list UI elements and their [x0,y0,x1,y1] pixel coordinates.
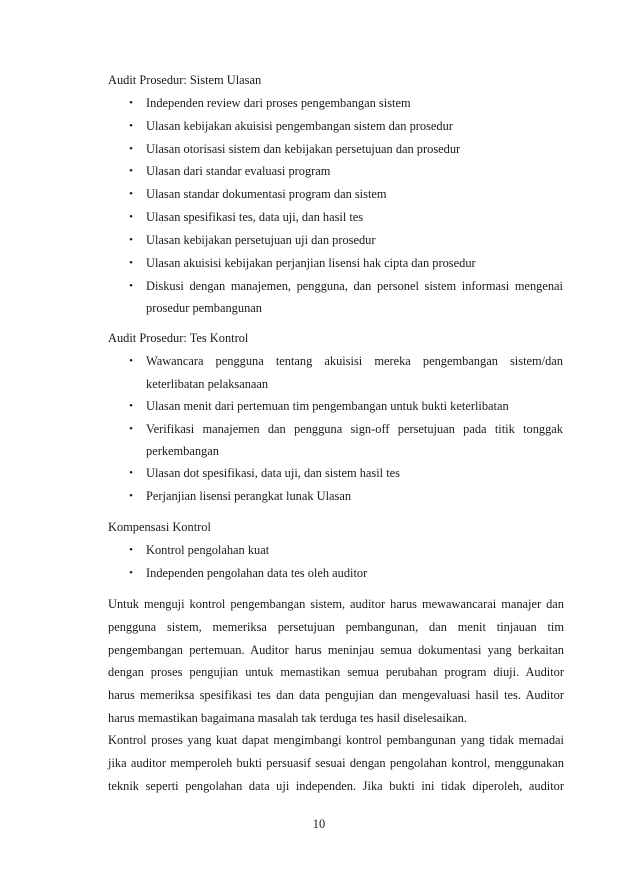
list-item-continuation: prosedur pembangunan [146,301,262,315]
list-item: Ulasan otorisasi sistem dan kebijakan persetujuan dan prosedur [146,142,461,156]
section-heading: Audit Prosedur: Tes Kontrol [108,331,249,345]
list-item-continuation: perkembangan [146,444,219,458]
bullet-icon: • [129,490,133,502]
list-item: Ulasan kebijakan akuisisi pengembangan sistem dan prosedur [146,119,453,133]
paragraph-line: harus memeriksa spesifikasi tes dan data pengujian dan mengevaluasi hasil tes. Auditor [108,688,564,702]
list-item: Ulasan dot spesifikasi, data uji, dan sistem hasil tes [146,466,400,480]
bullet-icon: • [129,97,133,109]
list-item: Kontrol pengolahan kuat [146,543,270,557]
bullet-icon: • [129,400,133,412]
section-heading: Audit Prosedur: Sistem Ulasan [108,73,262,87]
paragraph-line: jika auditor memperoleh bukti persuasif sesuai dengan pengolahan kontrol, menggunakan [108,756,564,770]
bullet-icon: • [129,165,133,177]
bullet-icon: • [129,257,133,269]
paragraph-line: harus memastikan bagaimana masalah tak terduga tes hasil diselesaikan. [108,711,467,725]
section-heading: Kompensasi Kontrol [108,520,211,534]
bullet-icon: • [129,423,133,435]
list-item: Independen pengolahan data tes oleh auditor [146,566,368,580]
paragraph-line: dengan proses pengujian untuk memastikan semua perubahan program diuji. Auditor [108,665,564,679]
bullet-icon: • [129,143,133,155]
paragraph-line: teknik seperti pengolahan data uji independen. Jika bukti ini tidak diperoleh, auditor [108,779,564,793]
list-item: Ulasan kebijakan persetujuan uji dan prosedur [146,233,376,247]
paragraph-line: pengembangan pertemuan. Auditor harus meninjau semua dokumentasi yang berkaitan [108,643,564,657]
bullet-icon: • [129,567,133,579]
bullet-icon: • [129,188,133,200]
paragraph-line: Untuk menguji kontrol pengembangan sistem, auditor harus mewawancarai manajer dan [108,597,564,611]
list-item: Ulasan spesifikasi tes, data uji, dan hasil tes [146,210,364,224]
list-item: Verifikasi manajemen dan pengguna sign-off persetujuan pada titik tonggak [146,422,563,436]
list-item: Diskusi dengan manajemen, pengguna, dan personel sistem informasi mengenai [146,279,563,293]
list-item: Wawancara pengguna tentang akuisisi mereka pengembangan sistem/dan [146,354,563,368]
bullet-icon: • [129,234,133,246]
list-item: Ulasan menit dari pertemuan tim pengembangan untuk bukti keterlibatan [146,399,509,413]
bullet-icon: • [129,280,133,292]
bullet-icon: • [129,544,133,556]
list-item: Perjanjian lisensi perangkat lunak Ulasan [146,489,352,503]
page-number: 10 [312,817,326,831]
paragraph-line: pengguna sistem, memeriksa persetujuan pembangunan, dan menit tinjauan tim [108,620,564,634]
bullet-icon: • [129,120,133,132]
bullet-icon: • [129,355,133,367]
bullet-icon: • [129,211,133,223]
bullet-icon: • [129,467,133,479]
list-item: Ulasan dari standar evaluasi program [146,164,331,178]
list-item-continuation: keterlibatan pelaksanaan [146,377,269,391]
list-item: Ulasan standar dokumentasi program dan sistem [146,187,387,201]
list-item: Independen review dari proses pengembangan sistem [146,96,411,110]
paragraph-line: Kontrol proses yang kuat dapat mengimbangi kontrol pembangunan yang tidak memadai [108,733,564,747]
list-item: Ulasan akuisisi kebijakan perjanjian lisensi hak cipta dan prosedur [146,256,476,270]
